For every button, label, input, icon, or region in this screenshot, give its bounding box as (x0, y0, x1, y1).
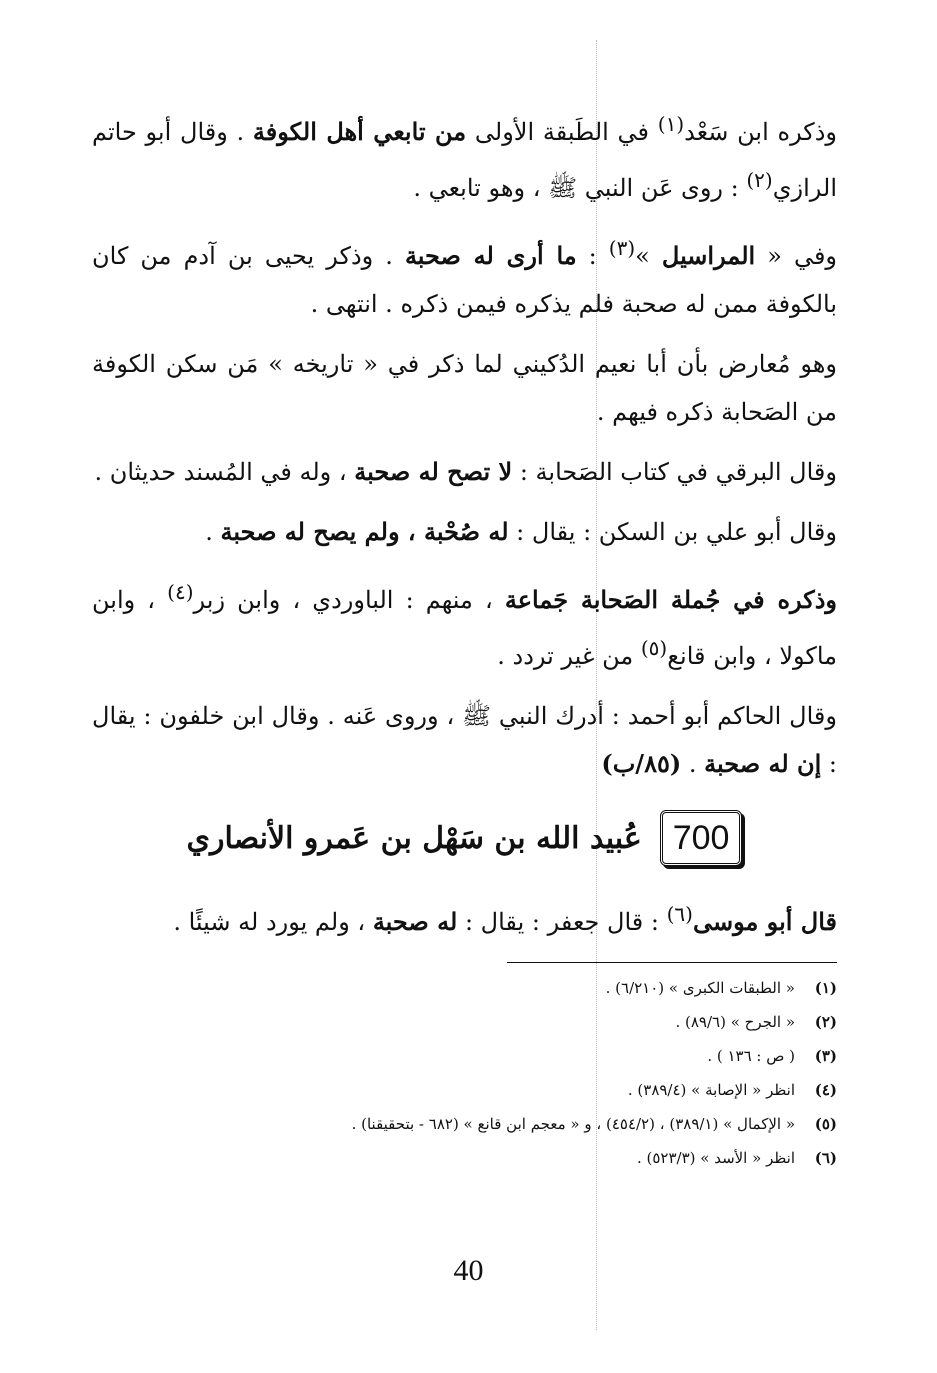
entry-title: عُبيد الله بن سَهْل بن عَمرو الأنصاري (186, 820, 642, 856)
paragraph-3: وهو مُعارض بأن أبا نعيم الدُكيني لما ذكر في « تاريخه » مَن سكن الكوفة من الصَحابة ذكره فيهم . (92, 350, 837, 426)
paragraph-4: وقال البرقي في كتاب الصَحابة : لا تصح له صحبة ، وله في المُسند حديثان . (94, 457, 837, 486)
page-body (92, 100, 837, 1175)
paragraph-8: قال أبو موسى$^{(٦)}$ : قال جعفر : يقال : له صحبة ، ولم يورد له شيئًا . (173, 902, 837, 936)
paragraph-1: وذكره ابن سَعْد$^{(١)}$ في الطَبقة الأولى من تابعي أهل الكوفة . وقال أبو حاتم الرازي$^{(٢)}$ : روى عَن النبي ﷺ ، وهو تابعي . (92, 112, 838, 202)
paragraph-7: وقال الحاكم أبو أحمد : أدرك النبي ﷺ ، وروى عَنه . وقال ابن خلفون : يقال : إن له صحبة . (٨٥/ب) (92, 702, 837, 778)
footnote: (٦) انظر « الأسد » (٥٢٣/٣) . (636, 1149, 837, 1167)
footnote-separator (507, 962, 837, 963)
footnote: (١) « الطبقات الكبرى » (٦/٢١٠) . (605, 979, 837, 997)
footnote: (٢) « الجرح » (٨٩/٦) . (675, 1013, 837, 1031)
paragraph-6: وذكره في جُملة الصَحابة جَماعة ، منهم : الباوردي ، وابن زبر$^{(٤)}$ ، وابن ماكولا ، وابن قانع$^{(٥)}$ من غير تردد . (92, 580, 837, 670)
footnote: (٥) « الإكمال » (٣٨٩/١) ، (٤٥٤/٢) ، و « معجم ابن قانع » (٦٨٢ - بتحقيقنا) . (351, 1115, 837, 1133)
entry-number-box: 700 (660, 810, 743, 866)
footnotes (92, 971, 837, 1175)
entry-heading (92, 810, 837, 866)
footnote: (٣) ( ص : ١٣٦ ) . (707, 1047, 837, 1065)
footnote: (٤) انظر « الإصابة » (٣٨٩/٤) . (627, 1081, 837, 1099)
page-number: 40 (453, 1254, 484, 1287)
paragraph-5: وقال أبو علي بن السكن : يقال : له صُحْبة ، ولم يصح له صحبة . (205, 517, 837, 546)
paragraph-2: وفي « المراسيل »$^{(٣)}$ : ما أرى له صحبة . وذكر يحيى بن آدم من كان بالكوفة ممن له صحبة فلم يذكره فيمن ذكره . انتهى . (92, 236, 838, 318)
